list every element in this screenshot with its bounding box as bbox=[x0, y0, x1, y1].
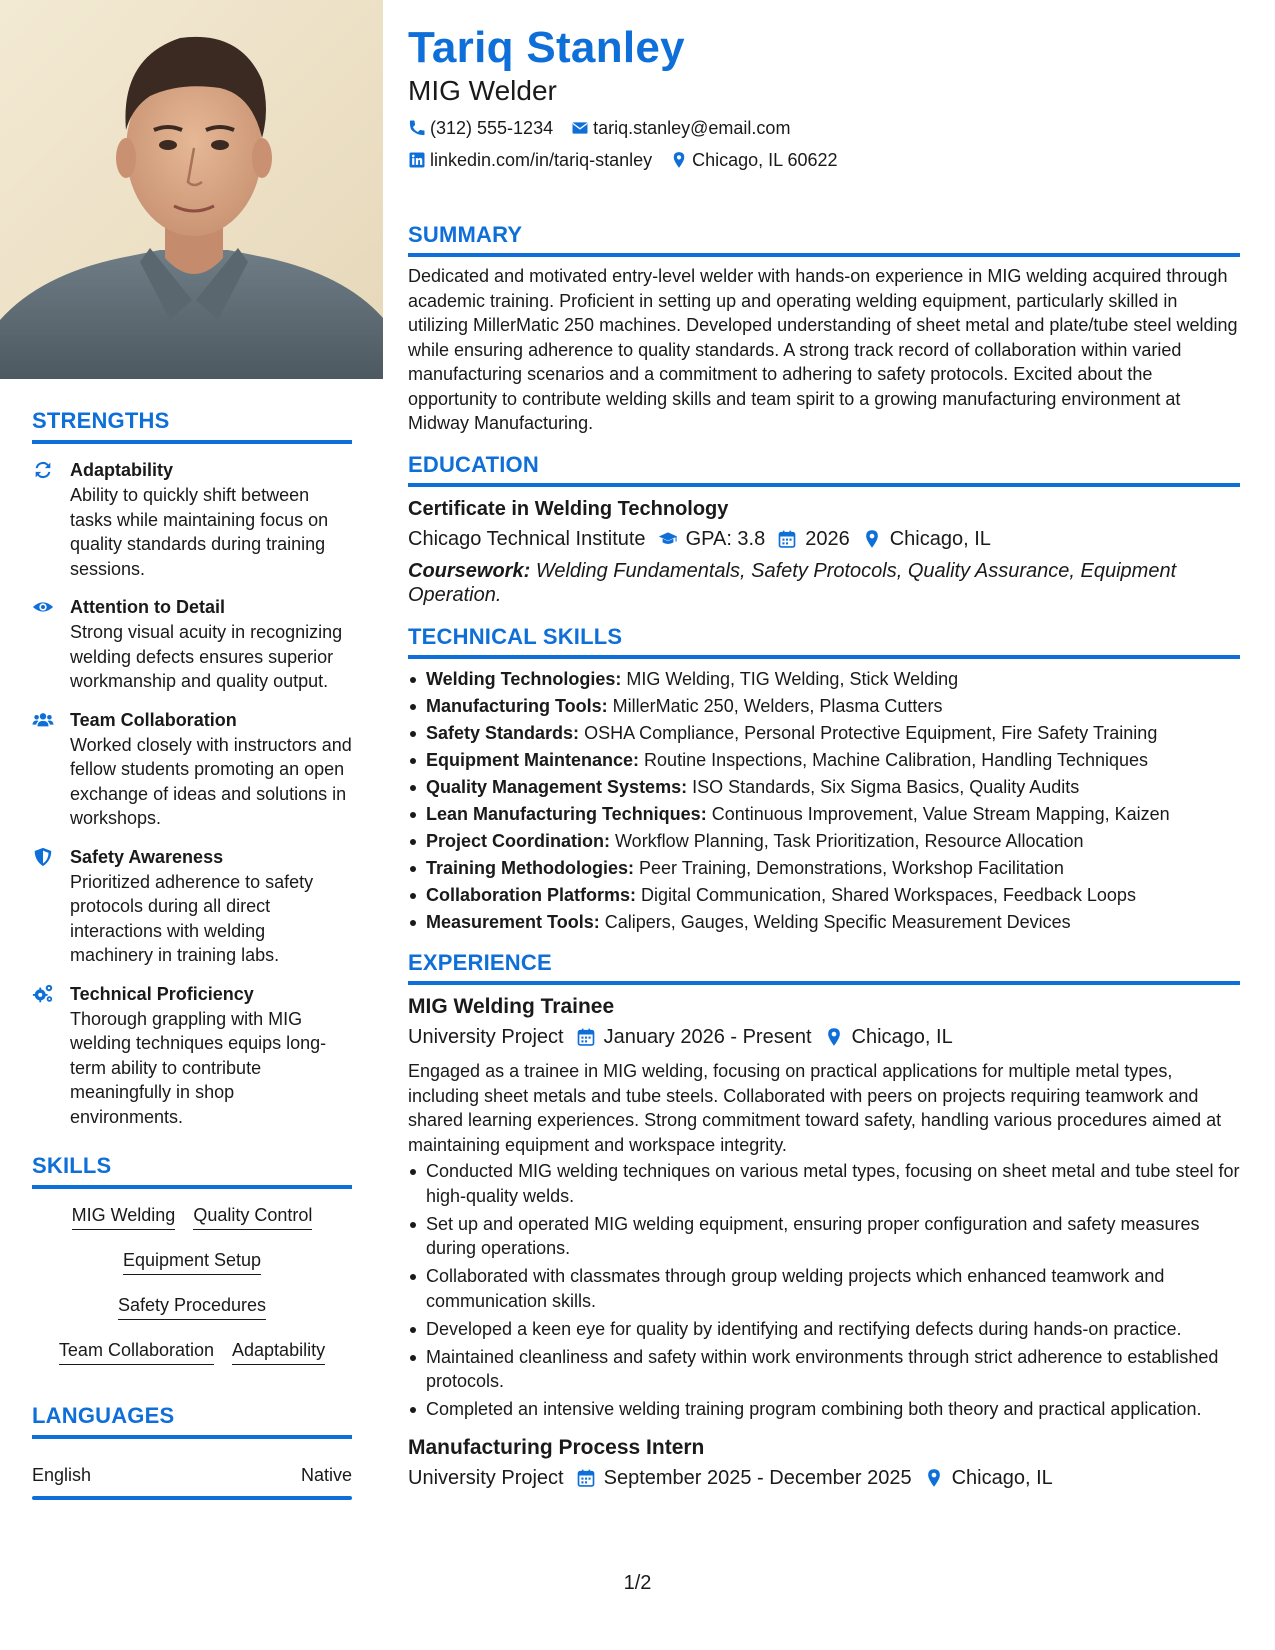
list-item bbox=[408, 748, 1240, 773]
skill-values: Digital Communication, Shared Workspaces, Feedback Loops bbox=[641, 884, 1136, 905]
skill-category: Safety Standards: bbox=[426, 722, 580, 743]
strengths-section bbox=[32, 408, 352, 1129]
list-item bbox=[408, 802, 1240, 827]
contact-phone[interactable] bbox=[408, 116, 553, 140]
graduation-cap-icon bbox=[658, 529, 678, 549]
skill-category: Project Coordination: bbox=[426, 830, 610, 851]
list-item bbox=[408, 883, 1240, 908]
language-name: English bbox=[32, 1465, 92, 1485]
skill-values: MillerMatic 250, Welders, Plasma Cutters bbox=[612, 695, 943, 716]
list-item bbox=[408, 775, 1240, 800]
map-pin-icon bbox=[924, 1468, 944, 1488]
skill-category: Equipment Maintenance: bbox=[426, 749, 640, 770]
list-item: Maintained cleanliness and safety within work environments through strict adherence to established protocols. bbox=[408, 1345, 1240, 1394]
job-title: MIG Welding Trainee bbox=[408, 995, 615, 1018]
main-content bbox=[408, 22, 1240, 1492]
calendar-icon bbox=[576, 1468, 596, 1488]
list-item: Completed an intensive welding training program combining both theory and practical application. bbox=[408, 1397, 1240, 1422]
strength-title: Safety Awareness bbox=[70, 846, 224, 867]
strength-title: Attention to Detail bbox=[70, 597, 225, 617]
contact-row bbox=[408, 116, 1240, 140]
languages-heading: LANGUAGES bbox=[32, 1403, 175, 1428]
sidebar bbox=[0, 0, 383, 1650]
list-item: Conducted MIG welding techniques on various metal types, focusing on sheet metal and tube steel for high-quality welds. bbox=[408, 1159, 1240, 1208]
job-meta bbox=[408, 1464, 1240, 1492]
strength-title: Team Collaboration bbox=[70, 709, 237, 730]
language-item bbox=[32, 1465, 352, 1486]
strength-item bbox=[32, 458, 352, 581]
strength-description: Strong visual acuity in recognizing welding defects ensures superior workmanship and quality output. bbox=[70, 622, 343, 691]
job-organization: University Project bbox=[408, 1026, 564, 1048]
section-divider bbox=[32, 440, 352, 444]
linkedin-icon bbox=[408, 151, 426, 169]
phone-text: (312) 555-1234 bbox=[430, 118, 554, 138]
skill-category: Manufacturing Tools: bbox=[426, 695, 608, 716]
list-item: Set up and operated MIG welding equipment, ensuring proper configuration and safety measures during operations. bbox=[408, 1212, 1240, 1261]
strength-title: Technical Proficiency bbox=[70, 983, 254, 1004]
strength-title: Adaptability bbox=[70, 460, 174, 480]
gears-icon bbox=[32, 982, 70, 1130]
language-proficiency-bar bbox=[32, 1496, 352, 1500]
job-organization: University Project bbox=[408, 1466, 564, 1489]
skill-values: Peer Training, Demonstrations, Workshop Facilitation bbox=[639, 857, 1064, 878]
shield-icon bbox=[32, 845, 70, 968]
skill-values: ISO Standards, Six Sigma Basics, Quality Audits bbox=[692, 776, 1080, 797]
skill-category: Training Methodologies: bbox=[426, 857, 634, 878]
job-location: Chicago, IL bbox=[851, 1026, 953, 1048]
education-meta bbox=[408, 525, 1240, 553]
contact-location bbox=[670, 148, 837, 172]
job-location: Chicago, IL bbox=[951, 1466, 1053, 1489]
job-entry bbox=[408, 993, 1240, 1422]
candidate-role: MIG Welder bbox=[408, 75, 557, 106]
coursework bbox=[408, 559, 1240, 608]
map-pin-icon bbox=[862, 529, 882, 549]
education-heading: EDUCATION bbox=[408, 451, 539, 477]
degree-title: Certificate in Welding Technology bbox=[408, 497, 729, 520]
email-text: tariq.stanley@email.com bbox=[593, 118, 791, 138]
graduation-year: 2026 bbox=[805, 527, 850, 550]
contact-linkedin[interactable] bbox=[408, 148, 652, 172]
section-divider bbox=[408, 253, 1240, 257]
job-dates: January 2026 - Present bbox=[603, 1026, 812, 1048]
school-name: Chicago Technical Institute bbox=[408, 527, 646, 550]
experience-heading: EXPERIENCE bbox=[408, 950, 552, 975]
skill-values: OSHA Compliance, Personal Protective Equipment, Fire Safety Training bbox=[584, 722, 1158, 743]
section-divider bbox=[32, 1435, 352, 1439]
skill-category: Lean Manufacturing Techniques: bbox=[426, 803, 707, 824]
school-location: Chicago, IL bbox=[889, 527, 991, 550]
technical-skills-section bbox=[408, 624, 1240, 935]
list-item bbox=[408, 694, 1240, 719]
skill-tag: Adaptability bbox=[232, 1338, 325, 1365]
skill-tag: Equipment Setup bbox=[123, 1248, 261, 1275]
map-pin-icon bbox=[824, 1027, 844, 1047]
profile-photo bbox=[0, 0, 383, 379]
job-entry bbox=[408, 1434, 1240, 1492]
list-item: Collaborated with classmates through group welding projects which enhanced teamwork and communication skills. bbox=[408, 1264, 1240, 1313]
users-icon bbox=[32, 708, 70, 831]
contact-row bbox=[408, 148, 1240, 172]
section-divider bbox=[408, 981, 1240, 985]
list-item bbox=[408, 721, 1240, 746]
section-divider bbox=[408, 483, 1240, 487]
linkedin-text: linkedin.com/in/tariq-stanley bbox=[430, 150, 653, 170]
strength-item bbox=[32, 595, 352, 694]
job-bullets bbox=[408, 1159, 1240, 1422]
section-divider bbox=[32, 1185, 352, 1189]
strength-description: Thorough grappling with MIG welding techniques equips long-term ability to contribute meaningfully in shop environments. bbox=[70, 1008, 327, 1127]
gpa-text: GPA: 3.8 bbox=[685, 527, 766, 550]
summary-section bbox=[408, 222, 1240, 436]
skill-category: Quality Management Systems: bbox=[426, 776, 688, 797]
technical-skills-heading: TECHNICAL SKILLS bbox=[408, 623, 623, 649]
map-pin-icon bbox=[670, 151, 688, 169]
languages-section bbox=[32, 1403, 352, 1500]
skills-heading: SKILLS bbox=[32, 1153, 112, 1178]
list-item bbox=[408, 910, 1240, 935]
job-dates: September 2025 - December 2025 bbox=[603, 1466, 912, 1489]
strength-description: Worked closely with instructors and fellow students promoting an open exchange of ideas and solutions in workshops. bbox=[70, 734, 352, 828]
list-item bbox=[408, 667, 1240, 692]
calendar-icon bbox=[777, 529, 797, 549]
skill-values: Calipers, Gauges, Welding Specific Measurement Devices bbox=[604, 911, 1071, 932]
skill-values: MIG Welding, TIG Welding, Stick Welding bbox=[626, 668, 959, 689]
strength-item bbox=[32, 845, 352, 968]
page-number: 1/2 bbox=[623, 1572, 652, 1594]
skill-tag: Safety Procedures bbox=[118, 1293, 266, 1320]
job-summary: Engaged as a trainee in MIG welding, focusing on practical applications for multiple metal types, including sheet metals and tube steels. Collaborated with peers on projects requiring teamwork and shared learning experiences. Strong commitment toward safety, handling various procedures aimed at maintaining equipment and workspace integrity. bbox=[408, 1061, 1222, 1155]
list-item bbox=[408, 856, 1240, 881]
summary-heading: SUMMARY bbox=[408, 222, 523, 247]
summary-text: Dedicated and motivated entry-level welder with hands-on experience in MIG welding acquired through academic training. Proficient in setting up and operating welding equipment, particularly skilled in utilizing MillerMatic 250 machines. Developed understanding of sheet metal and plate/tube steel welding while ensuring adherence to quality standards. A strong track record of collaboration within varied manufacturing scenarios and a commitment to adhering to safety protocols. Excited about the opportunity to contribute welding skills and team spirit to a growing manufacturing environment at Midway Manufacturing. bbox=[408, 266, 1238, 433]
skill-category: Welding Technologies: bbox=[426, 668, 622, 689]
skill-tag: MIG Welding bbox=[72, 1203, 176, 1230]
calendar-icon bbox=[576, 1027, 596, 1047]
job-title: Manufacturing Process Intern bbox=[408, 1435, 705, 1459]
education-section bbox=[408, 452, 1240, 608]
coursework-label: Coursework: bbox=[408, 559, 531, 582]
strength-item bbox=[32, 708, 352, 831]
location-text: Chicago, IL 60622 bbox=[692, 150, 838, 170]
skills-section bbox=[32, 1153, 352, 1365]
eye-icon bbox=[32, 595, 70, 694]
contact-email[interactable] bbox=[571, 116, 790, 140]
strength-description: Prioritized adherence to safety protocols during all direct interactions with welding machinery in training labs. bbox=[70, 871, 314, 965]
list-item bbox=[408, 829, 1240, 854]
language-level: Native bbox=[300, 1465, 352, 1485]
strengths-heading: STRENGTHS bbox=[32, 408, 170, 433]
strength-description: Ability to quickly shift between tasks while maintaining focus on quality standards during training sessions. bbox=[70, 485, 329, 579]
sidebar-content bbox=[32, 408, 352, 1500]
coursework-text: Welding Fundamentals, Safety Protocols, Quality Assurance, Equipment Operation. bbox=[408, 559, 1177, 606]
skill-tag: Quality Control bbox=[193, 1203, 312, 1230]
job-meta bbox=[408, 1023, 1240, 1051]
skill-values: Continuous Improvement, Value Stream Mapping, Kaizen bbox=[711, 803, 1170, 824]
section-divider bbox=[408, 655, 1240, 659]
sync-icon bbox=[32, 458, 70, 581]
phone-icon bbox=[408, 119, 426, 137]
skill-values: Routine Inspections, Machine Calibration, Handling Techniques bbox=[644, 749, 1149, 770]
skill-tag: Team Collaboration bbox=[59, 1338, 214, 1365]
envelope-icon bbox=[571, 119, 589, 137]
technical-skills-list bbox=[408, 667, 1240, 935]
list-item: Developed a keen eye for quality by identifying and rectifying defects during hands-on practice. bbox=[408, 1317, 1240, 1342]
experience-section bbox=[408, 950, 1240, 1492]
skill-category: Collaboration Platforms: bbox=[426, 884, 637, 905]
strength-item bbox=[32, 982, 352, 1130]
skill-values: Workflow Planning, Task Prioritization, Resource Allocation bbox=[615, 830, 1084, 851]
candidate-name: Tariq Stanley bbox=[408, 23, 685, 72]
skill-category: Measurement Tools: bbox=[426, 911, 600, 932]
